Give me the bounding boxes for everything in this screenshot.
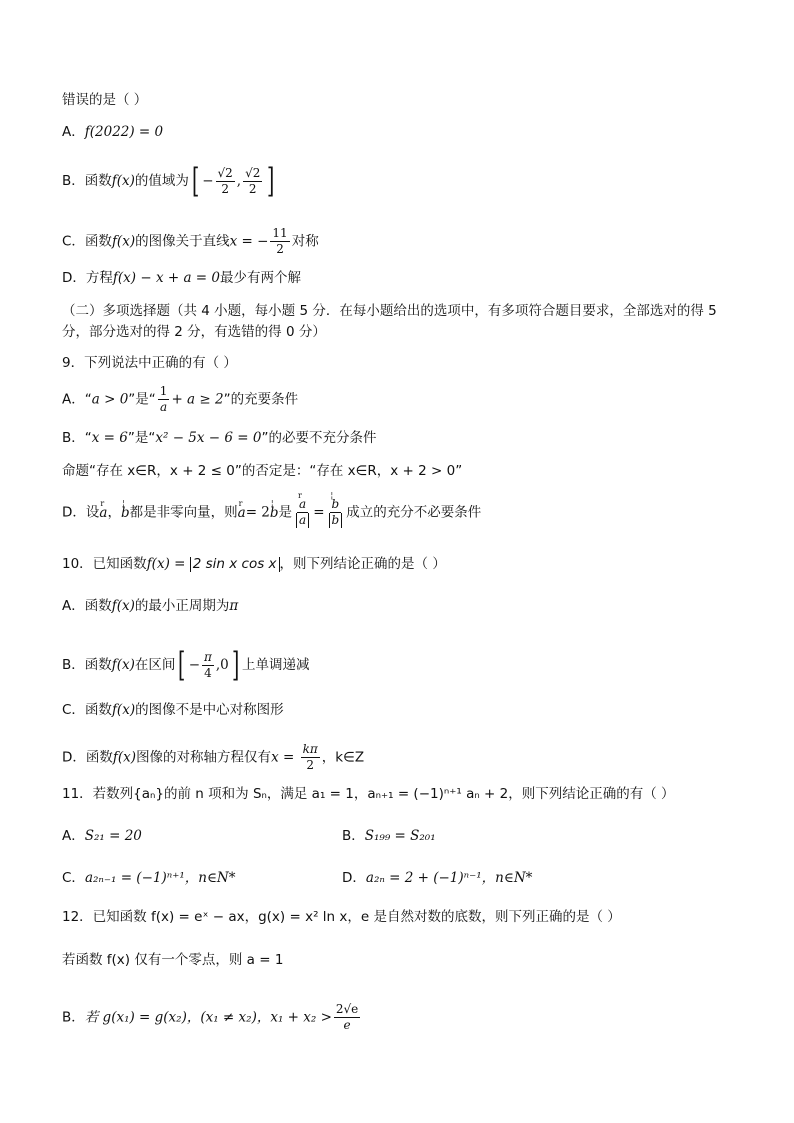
unit-vector-a: r $\frac{a}{a}$ <box>294 497 311 528</box>
q11-stem: 11．若数列{aₙ}的前 n 项和为 Sₙ，满足 a₁ = 1，aₙ₊₁ = (−1)ⁿ⁺¹ aₙ + 2，则下列结论正确的有（ ） <box>62 786 675 802</box>
unit-vector-b: ¦ $\frac{b}{b}$ <box>327 497 345 528</box>
q11-option-b: B．S₁₉₉ = S₂₀₁ <box>342 828 436 844</box>
eleven-halves: $\frac{11}{2}$ <box>272 226 288 256</box>
q8-option-b: B．函数f(x)的值域为[ − $\frac{√2}{2}$ , $\frac{√2}{2}$ ] <box>62 161 275 201</box>
q8-option-d: D．方程f(x) − x + a = 0最少有两个解 <box>62 270 301 286</box>
k-pi-over-2: $\frac{k\pi}{2}$ <box>302 742 318 772</box>
one-over-a: $\frac{1}{a}$ <box>159 384 168 414</box>
q10-option-d: D．函数f(x)图像的对称轴方程仅有x = $\frac{k\pi}{2}$ ，k∈Z <box>62 742 365 772</box>
pi-over-4: $\frac{\pi}{4}$ <box>204 649 212 680</box>
q11-option-a: A．S₂₁ = 20 <box>62 828 142 844</box>
q8-option-c: C．函数f(x)的图像关于直线x = − $\frac{11}{2}$ 对称 <box>62 226 319 256</box>
sqrt2-over-2-left: $\frac{√2}{2}$ <box>217 165 233 196</box>
q9-stem: 9．下列说法中正确的有（ ） <box>62 355 237 371</box>
q9-option-d: D．设r a，¦ b都是非零向量，则r a= 2¦ b是 r $\frac{a}{a}$ = ¦ $\frac{b}{b}$ 成立的充分不必要条件 <box>62 497 481 528</box>
q10-option-c: C．函数f(x)的图像不是中心对称图形 <box>62 702 284 718</box>
q12-stem: 12．已知函数 f(x) = eˣ − ax，g(x) = x² ln x，e 是自然对数的底数，则下列正确的是（ ） <box>62 909 621 925</box>
q10-option-a: A．函数f(x)的最小正周期为π <box>62 598 239 614</box>
q8-stem-tail: 错误的是（ ） <box>62 92 148 108</box>
sqrt2-over-2-right: $\frac{√2}{2}$ <box>245 165 261 196</box>
q10-stem: 10．已知函数f(x) = 2 sin x cos x ，则下列结论正确的是（ ） <box>62 556 446 572</box>
q10-option-b: B．函数f(x)在区间[ − $\frac{\pi}{4}$ ,0] 上单调递减 <box>62 645 310 685</box>
q12-option-b: B．若 g(x₁) = g(x₂)，(x₁ ≠ x₂)，x₁ + x₂ > $\frac{2√e}{e}$ <box>62 1002 359 1032</box>
q9-option-a: A．“a > 0”是“ $\frac{1}{a}$ + a ≥ 2”的充要条件 <box>62 384 299 414</box>
q8-option-a: A．f(2022) = 0 <box>62 124 164 140</box>
q9-option-c: 命题“存在 x∈R，x + 2 ≤ 0”的否定是：“存在 x∈R，x + 2 > 0” <box>62 463 463 479</box>
q11-option-d: D．a₂ₙ = 2 + (−1)ⁿ⁻¹，n∈N* <box>342 870 533 886</box>
q12-option-a: 若函数 f(x) 仅有一个零点，则 a = 1 <box>62 952 284 968</box>
section-heading: （二）多项选择题（共 4 小题，每小题 5 分．在每小题给出的选项中，有多项符合题目要求，全部选对的得 5 分，部分选对的得 2 分，有选错的得 0 分） <box>62 303 717 340</box>
two-root-e-over-e: $\frac{2√e}{e}$ <box>335 1002 359 1032</box>
q11-option-c: C．a₂ₙ₋₁ = (−1)ⁿ⁺¹，n∈N* <box>62 870 236 886</box>
q9-option-b: B．“x = 6”是“x² − 5x − 6 = 0”的必要不充分条件 <box>62 430 377 446</box>
